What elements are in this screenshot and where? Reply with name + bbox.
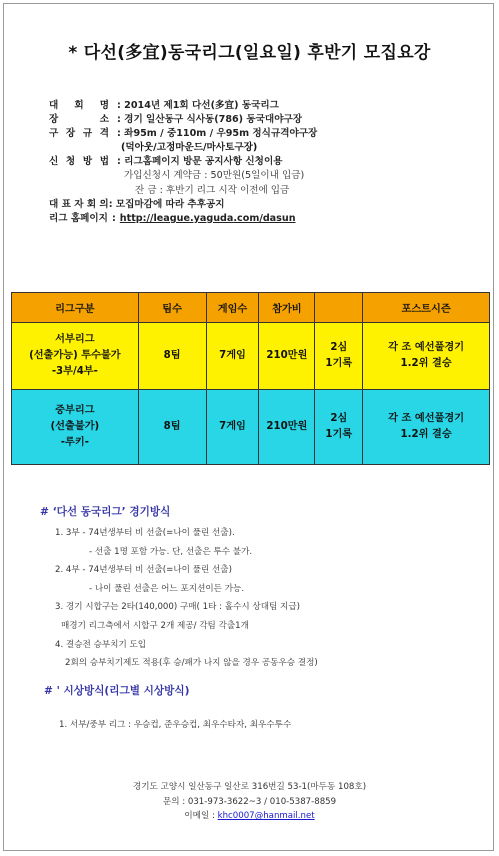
rule-line: 4. 결승전 승부치기 도입 bbox=[55, 639, 147, 650]
info-deposit: 가입신청시 계약금 : 50만원(5일이내 입금) bbox=[124, 170, 305, 182]
rule-line: 매경기 리그측에서 시합구 2개 제공/ 각팀 각출1개 bbox=[61, 620, 249, 631]
cell-umpire: 2심 1기록 bbox=[315, 390, 363, 465]
section-title-game-rules: # ‘다선 동국리그’ 경기방식 bbox=[40, 506, 171, 518]
info-row-name bbox=[49, 99, 317, 113]
header-umpire bbox=[315, 293, 363, 323]
table-row-west bbox=[12, 323, 490, 390]
info-label-spec: 구 장 규 격 bbox=[49, 128, 109, 140]
contact-footer bbox=[0, 780, 499, 824]
league-table bbox=[11, 292, 490, 465]
info-label-apply: 신 청 방 법 bbox=[49, 156, 109, 168]
table-row-central bbox=[12, 390, 490, 465]
rule-line: 2. 4부 - 74년생부터 비 선출(=나이 풀린 선출) bbox=[55, 565, 232, 576]
info-value-spec: : 좌95m / 중110m / 우95m 정식규격야구장 bbox=[117, 128, 318, 140]
awards-line: 1. 서부/중부 리그 : 우승컵, 준우승컵, 최우수타자, 최우수투수 bbox=[59, 720, 292, 730]
info-label-name: 대 회 명 bbox=[49, 100, 109, 111]
table-header-row bbox=[12, 293, 490, 323]
info-value-name: : 2014년 제1회 다선(多宜) 동국리그 bbox=[117, 100, 279, 111]
header-division: 리그구분 bbox=[12, 293, 139, 323]
info-label-homepage: 리그 홈페이지 bbox=[49, 212, 108, 224]
info-spec-sub: (덕아웃/고정마운드/마사토구장) bbox=[121, 142, 258, 154]
rule-line: - 선출 1명 포함 가능. 단, 선출은 투수 불가. bbox=[89, 546, 253, 557]
rule-line: - 나이 풀린 선출은 어느 포지션이든 가능. bbox=[89, 583, 245, 594]
cell-division: 중부리그 (선출불가) -루키- bbox=[12, 390, 139, 465]
footer-email-row bbox=[0, 809, 499, 824]
rule-line: 2회의 승부치기제도 적용(후 승/패가 나지 않을 경우 공동우승 결정) bbox=[65, 658, 318, 669]
rule-line: 3. 경기 시합구는 2타(140,000) 구매( 1타 : 홀수시 상대팀 지급) bbox=[55, 602, 300, 613]
info-label-place: 장 소 bbox=[49, 114, 109, 126]
game-rules-list bbox=[55, 524, 318, 673]
info-row-place bbox=[49, 113, 317, 127]
info-row-homepage bbox=[49, 212, 317, 226]
cell-games: 7게임 bbox=[206, 323, 259, 390]
info-label-rep: 대 표 자 회 의 bbox=[49, 198, 109, 210]
info-row-spec bbox=[49, 127, 317, 141]
info-block bbox=[49, 99, 317, 226]
cell-fee: 210만원 bbox=[259, 323, 315, 390]
page-title: * 다선(多宜)동국리그(일요일) 후반기 모집요강 bbox=[68, 43, 431, 63]
header-games: 게임수 bbox=[206, 293, 259, 323]
cell-division: 서부리그 (선출가능) 투수불가 -3부/4부- bbox=[12, 323, 139, 390]
info-value-place: : 경기 일산동구 식사동(786) 동국대야구장 bbox=[117, 114, 303, 126]
cell-postseason: 각 조 예선풀경기 1.2위 결승 bbox=[363, 323, 490, 390]
footer-email-label: 이메일 : bbox=[184, 811, 215, 821]
info-value-rep: : 모집마감에 따라 추후공지 bbox=[108, 198, 225, 210]
cell-fee: 210만원 bbox=[259, 390, 315, 465]
info-value-apply: : 리그홈페이지 방문 공지사항 신청이용 bbox=[117, 156, 283, 168]
email-link[interactable]: khc0007@hanmail.net bbox=[217, 811, 315, 821]
header-teams: 팀수 bbox=[138, 293, 206, 323]
footer-address: 경기도 고양시 일산동구 일산로 316번길 53-1(마두동 108호) bbox=[132, 782, 367, 792]
cell-umpire: 2심 1기록 bbox=[315, 323, 363, 390]
header-postseason: 포스트시즌 bbox=[363, 293, 490, 323]
section-title-awards: # ' 시상방식(리그별 시상방식) bbox=[44, 685, 190, 697]
cell-teams: 8팀 bbox=[138, 323, 206, 390]
homepage-link[interactable]: http://league.yaguda.com/dasun bbox=[119, 212, 296, 224]
info-balance: 잔 금 : 후반기 리그 시작 이전에 입금 bbox=[135, 184, 290, 196]
info-homepage-sep: : bbox=[111, 212, 116, 224]
header-fee: 참가비 bbox=[259, 293, 315, 323]
cell-games: 7게임 bbox=[206, 390, 259, 465]
rule-line: 1. 3부 - 74년생부터 비 선출(=나이 풀린 선출). bbox=[55, 528, 235, 538]
cell-teams: 8팀 bbox=[138, 390, 206, 465]
cell-postseason: 각 조 예선풀경기 1.2위 결승 bbox=[363, 390, 490, 465]
info-row-apply bbox=[49, 155, 317, 169]
info-row-rep bbox=[49, 198, 317, 212]
footer-phone: 문의 : 031-973-3622~3 / 010-5387-8859 bbox=[162, 796, 337, 807]
